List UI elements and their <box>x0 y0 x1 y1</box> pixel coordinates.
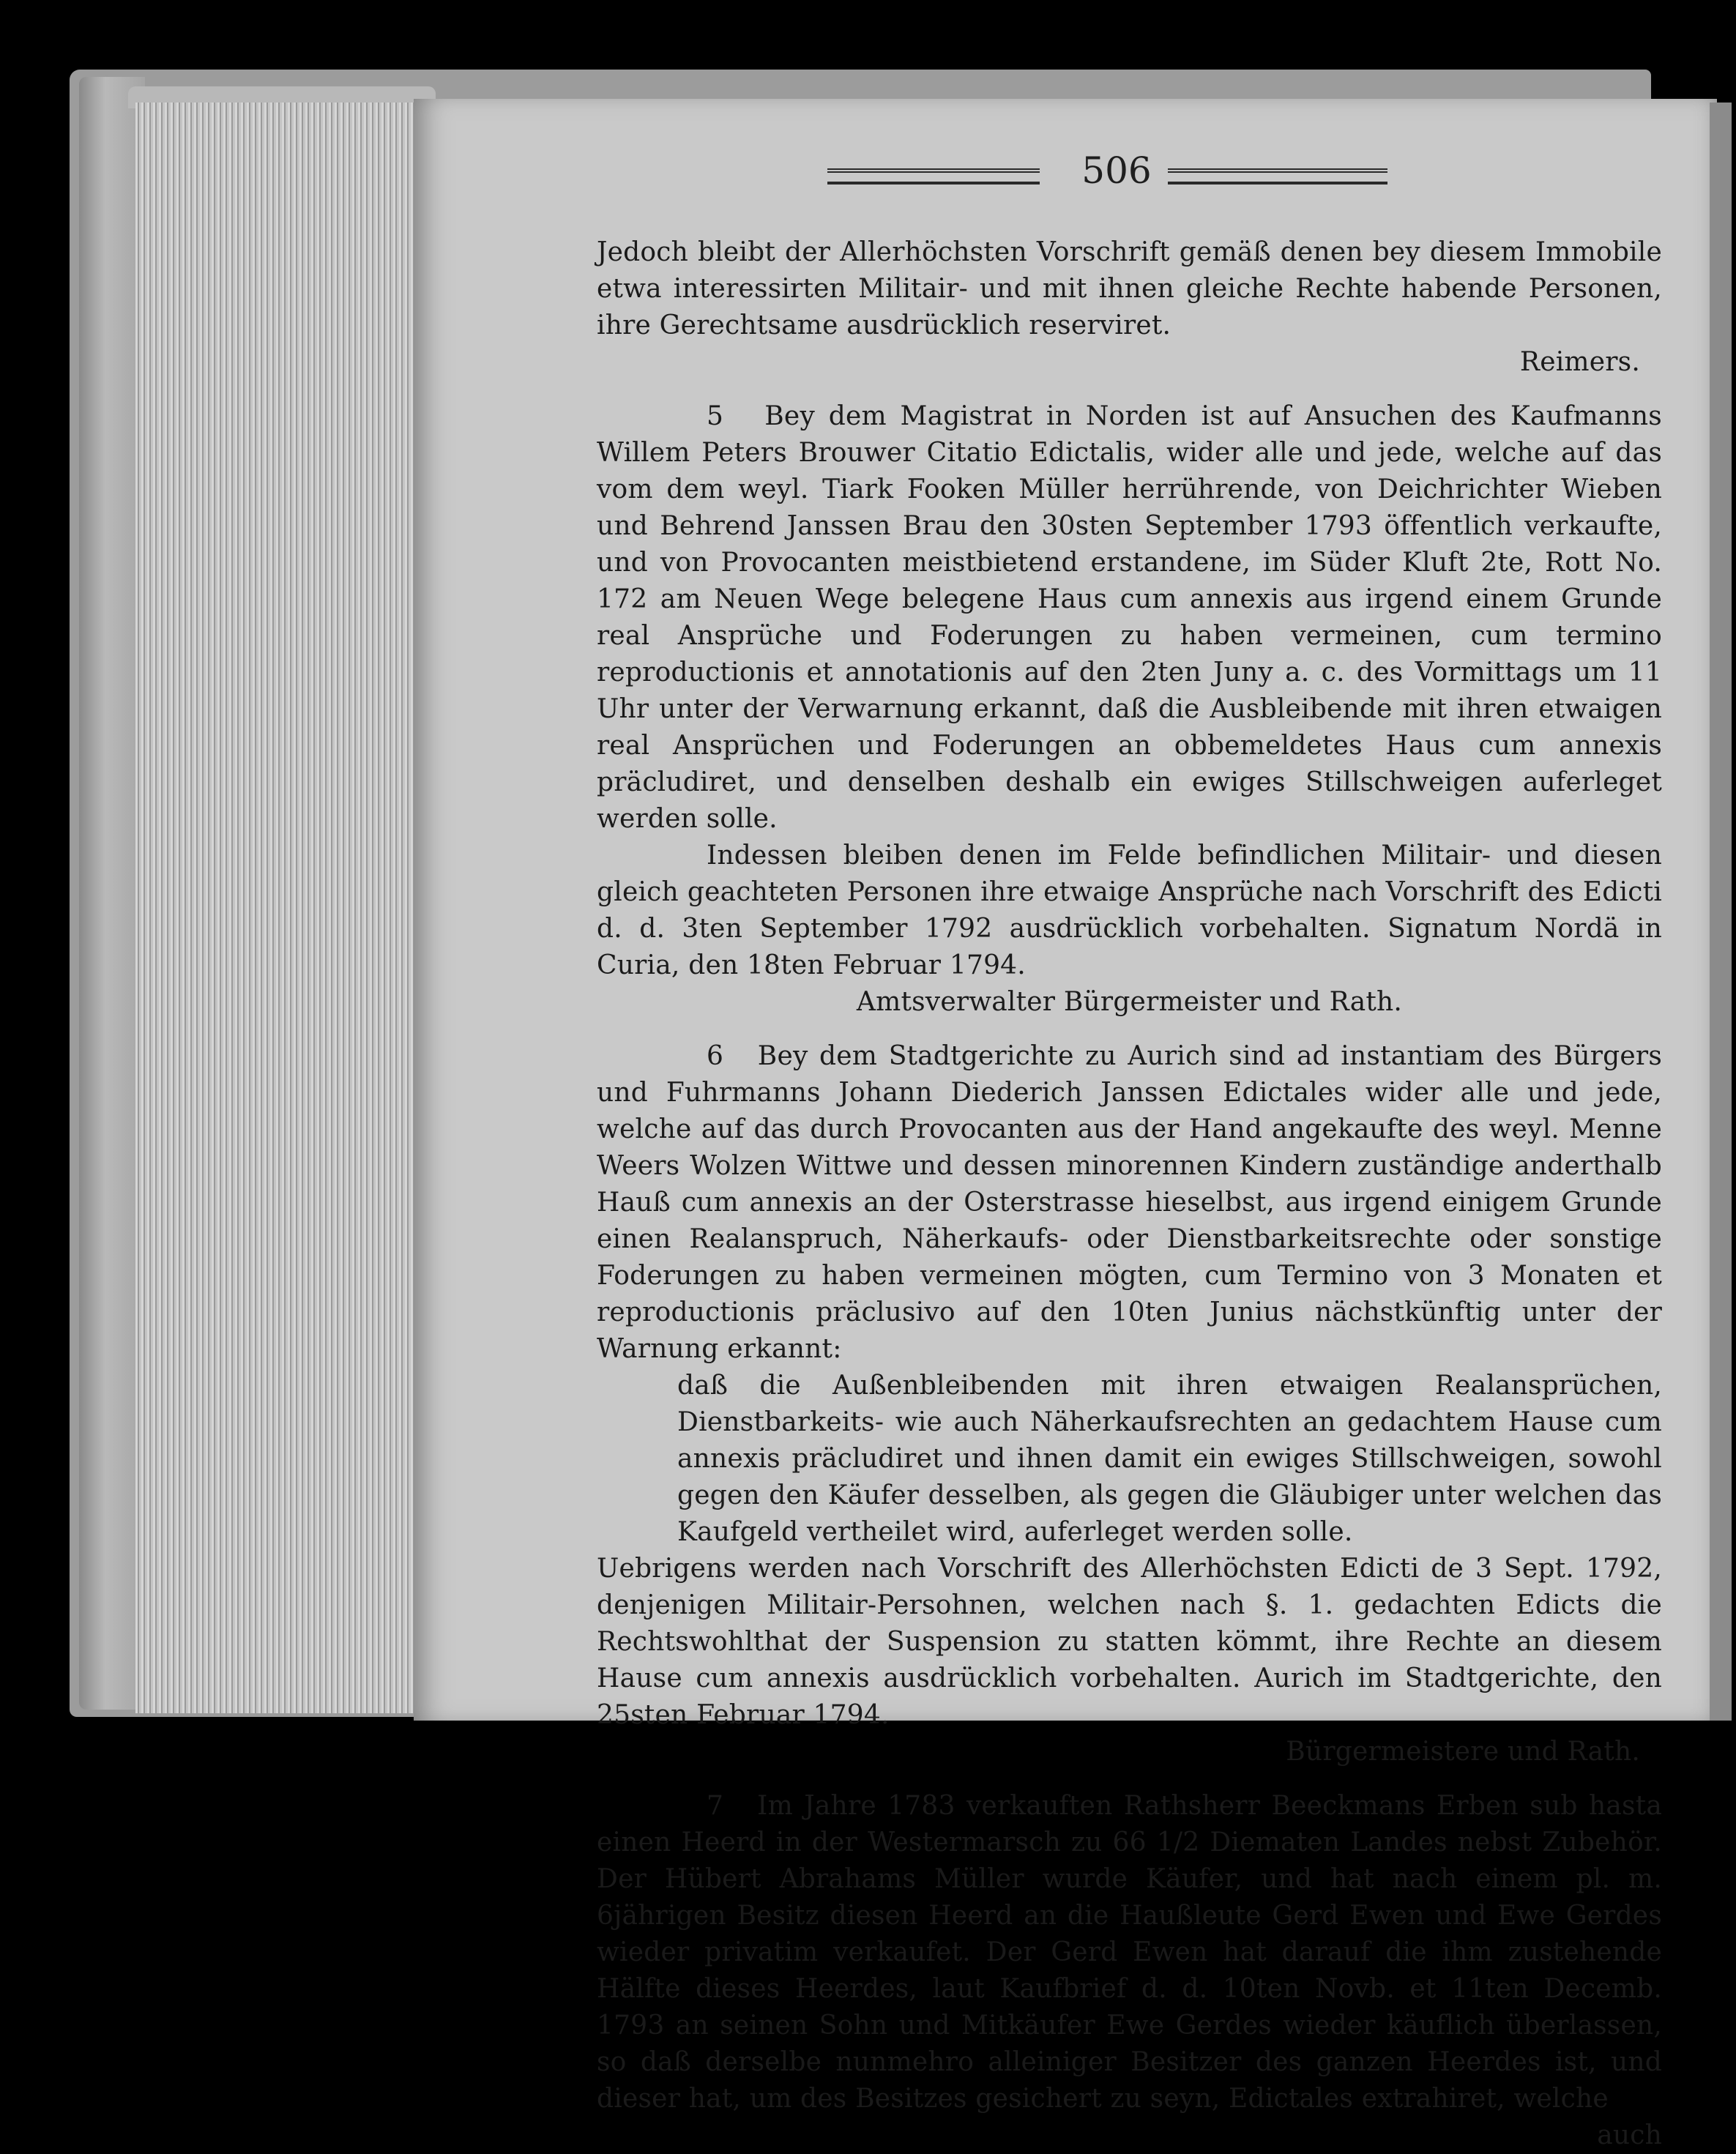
paragraph-reservation: Jedoch bleibt der Allerhöchsten Vorschrift gemäß denen bey diesem Immobile etwa interessirten Militair- und mit ihnen gleiche Rechte habende Personen, ihre Gerechtsame ausdrücklich reserviret. <box>597 237 1662 340</box>
paragraph-uebrigens: Uebrigens werden nach Vorschrift des Allerhöchsten Edicti de 3 Sept. 1792, denjenigen Militair-Persohnen, welchen nach §. 1. gedachten Edicts die Rechtswohlthat der Suspension zu statten kömmt, ihre Rechte an diesem Hause cum annexis ausdrücklich vorbehalten. Aurich im Stadtgerichte, den 25sten Februar 1794. <box>597 1554 1662 1730</box>
entry-text: Bey dem Magistrat in Norden ist auf Ansuchen des Kaufmanns Willem Peters Brouwer Citatio Edictalis, wider alle und jede, welche auf das vom dem weyl. Tiark Fooken Müller herrührende, von Deichrichter Wieben und Behrend Janssen Brau den 30sten September 1793 öffentlich verkaufte, und von Provocanten meistbietend erstandene, im Süder Kluft 2te, Rott No. 172 am Neuen Wege belegene Haus cum annexis aus irgend einem Grunde real Ansprüche und Foderungen zu haben vermeinen, cum termino reproductionis et annotationis auf den 2ten Juny a. c. des Vormittags um 11 Uhr unter der Verwarnung erkannt, daß die Ausbleibende mit ihren etwaigen real Ansprüchen und Foderungen an obbemeldetes Haus cum annexis präcludiret, und denselben deshalb ein ewiges Stillschweigen auferleget werden solle. <box>597 401 1662 834</box>
section-gap <box>597 381 1662 398</box>
paragraph-warning-clause: daß die Außenbleibenden mit ihren etwaigen Realansprüchen, Dienstbarkeits- wie auch Näherkaufsrechten an gedachtem Hause cum annexis präcludiret und ihnen damit ein ewiges Stillschweigen, sowohl gegen den Käufer desselben, als gegen die Gläubiger unter welchen das Kaufgeld vertheilet wird, auferleget werden solle. <box>677 1371 1662 1547</box>
entry-6 <box>597 1038 1662 1368</box>
section-gap <box>597 1770 1662 1788</box>
paragraph-indessen: Indessen bleiben denen im Felde befindlichen Militair- und diesen gleich geachteten Personen ihre etwaige Ansprüche nach Vorschrift des Edicti d. d. 3ten September 1792 ausdrücklich vorbehalten. Signatum Nordä in Curia, den 18ten Februar 1794. <box>597 841 1662 980</box>
entry-5 <box>597 398 1662 838</box>
entry-7 <box>597 1788 1662 2117</box>
header-rule-left <box>827 168 1040 185</box>
catchword: auch <box>1597 2120 1662 2150</box>
signature-reimers: Reimers. <box>1519 347 1640 377</box>
page-block-edges <box>135 103 421 1713</box>
section-gap <box>597 1021 1662 1038</box>
entry-text: Im Jahre 1783 verkauften Rathsherr Beeckmans Erben sub hasta einen Heerd in der Westermarsch zu 66 1/2 Diematen Landes nebst Zubehör. Der Hübert Abrahams Müller wurde Käufer, und hat nach einem pl. m. 6jährigen Besitz diesen Heerd an die Haußleute Gerd Ewen und Ewe Gerdes wieder privatim verkaufet. Der Gerd Ewen hat darauf die ihm zustehende Hälfte dieses Heerdes, laut Kaufbrief d. d. 10ten Novb. et 11ten Decemb. 1793 an seinen Sohn und Mitkäufer Ewe Gerdes wieder käuflich überlassen, so daß derselbe nunmehro alleiniger Besitzer des ganzen Heerdes ist, und dieser hat, um des Besitzes gesichert zu seyn, Edictales extrahiret, welche <box>597 1791 1662 2114</box>
signature-norden: Amtsverwalter Bürgermeister und Rath. <box>856 987 1403 1017</box>
page-header <box>827 149 1387 198</box>
header-rule-right <box>1168 168 1387 185</box>
signature-aurich: Bürgermeistere und Rath. <box>1286 1737 1640 1767</box>
entry-number: 7 <box>707 1791 724 1821</box>
entry-text: Bey dem Stadtgerichte zu Aurich sind ad instantiam des Bürgers und Fuhrmanns Johann Diederich Janssen Edictales wider alle und jede, welche auf das durch Provocanten aus der Hand angekaufte des weyl. Menne Weers Wolzen Wittwe und dessen minorennen Kindern zuständige anderthalb Hauß cum annexis an der Osterstrasse hieselbst, aus irgend einigem Grunde einen Realanspruch, Näherkaufs- oder Dienstbarkeitsrechte oder sonstige Foderungen zu haben vermeinen mögten, cum Termino von 3 Monaten et reproductionis präclusivo auf den 10ten Junius nächstkünftig unter der Warnung erkannt: <box>597 1041 1663 1364</box>
entry-number: 6 <box>707 1041 724 1071</box>
entry-number: 5 <box>707 401 724 431</box>
page-number: 506 <box>1081 149 1152 192</box>
page-right-edge <box>1710 103 1732 1721</box>
page-text <box>597 234 1662 2154</box>
